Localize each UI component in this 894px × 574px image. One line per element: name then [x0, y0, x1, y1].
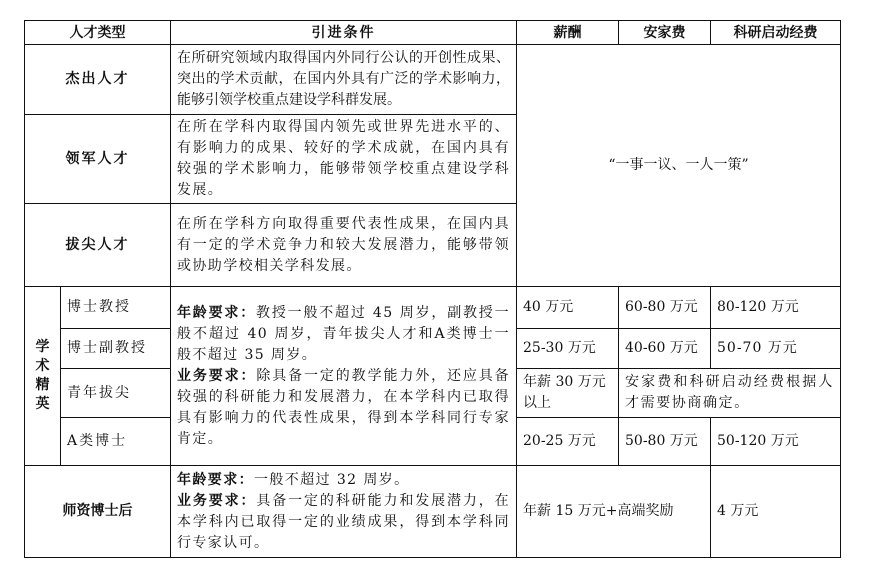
academic-elite-conditions [171, 287, 517, 466]
elite-negotiated-note: 安家费和科研启动经费根据人才需要协商确定。 [619, 369, 841, 418]
header-housing: 安家费 [619, 21, 711, 45]
postdoc-work-label: 业务要求： [177, 492, 257, 509]
postdoc-conditions [171, 466, 517, 558]
postdoc-row [25, 466, 841, 558]
elite-name-professor: 博士教授 [61, 287, 171, 329]
elite-salary-class-a-phd: 20-25 万元 [517, 418, 619, 466]
elite-name-young-talent: 青年拔尖 [61, 369, 171, 418]
tier-conditions-leading: 在所在学科内取得国内领先或世界先进水平的、有影响力的成果、较好的学术成就，在国内具有较强的学术影响力，能够带领学校重点建设学科发展。 [171, 115, 517, 204]
tier-conditions-outstanding: 在所研究领域内取得国内外同行公认的开创性成果、突出的学术贡献，在国内外具有广泛的学术影响力，能够引领学校重点建设学科群发展。 [171, 45, 517, 115]
elite-salary-associate-professor: 25-30 万元 [517, 329, 619, 369]
tier-row-outstanding [25, 45, 841, 115]
academic-elite-label-char: 英 [35, 396, 50, 412]
top-tiers-policy: “一事一议、一人一策” [517, 45, 841, 287]
header-salary: 薪酬 [517, 21, 619, 45]
talent-recruitment-table [24, 20, 841, 558]
academic-elite-label-char: 精 [35, 377, 50, 393]
elite-fund-associate-professor: 50-70 万元 [711, 329, 841, 369]
academic-elite-label-char: 术 [35, 358, 50, 374]
tier-name-leading: 领军人才 [25, 115, 171, 204]
header-research-fund: 科研启动经费 [711, 21, 841, 45]
header-row [25, 21, 841, 45]
elite-work-text: 除具备一定的教学能力外，还应具备较强的科研能力和发展潜力，在本学科内已取得具有影响力的代表性成果，得到本学科同行专家肯定。 [177, 367, 511, 447]
academic-elite-label-char: 学 [35, 339, 50, 355]
elite-row-professor [25, 287, 841, 329]
elite-salary-young-talent: 年薪 30 万元以上 [517, 369, 619, 418]
talent-policy-sheet [24, 20, 841, 558]
academic-elite-group-label [25, 287, 61, 466]
elite-name-class-a-phd: A类博士 [61, 418, 171, 466]
elite-work-label: 业务要求： [177, 367, 257, 384]
elite-fund-class-a-phd: 50-120 万元 [711, 418, 841, 466]
academic-elite-label-text [27, 338, 58, 414]
elite-fund-professor: 80-120 万元 [711, 287, 841, 329]
elite-name-associate-professor: 博士副教授 [61, 329, 171, 369]
elite-housing-class-a-phd: 50-80 万元 [619, 418, 711, 466]
postdoc-age-label: 年龄要求： [177, 471, 254, 488]
header-conditions: 引进条件 [171, 21, 517, 45]
elite-age-text: 教授一般不超过 45 周岁，副教授一般不超过 40 周岁，青年拔尖人才和A类博士一般不超过 35 周岁。 [177, 304, 511, 363]
tier-name-top-notch: 拔尖人才 [25, 204, 171, 287]
elite-housing-associate-professor: 40-60 万元 [619, 329, 711, 369]
header-category: 人才类型 [25, 21, 171, 45]
tier-conditions-top-notch: 在所在学科方向取得重要代表性成果，在国内具有一定的学术竞争力和较大发展潜力，能够带领或协助学校相关学科发展。 [171, 204, 517, 287]
postdoc-name: 师资博士后 [25, 466, 171, 558]
postdoc-work-text: 具备一定的科研能力和发展潜力，在本学科内已取得一定的业绩成果，得到本学科同行专家认可。 [177, 492, 511, 551]
postdoc-fund: 4 万元 [711, 466, 841, 558]
elite-age-label: 年龄要求： [177, 304, 257, 321]
postdoc-salary: 年薪 15 万元+高端奖励 [517, 466, 711, 558]
tier-name-outstanding: 杰出人才 [25, 45, 171, 115]
postdoc-age-text: 一般不超过 32 周岁。 [254, 471, 410, 488]
elite-salary-professor: 40 万元 [517, 287, 619, 329]
elite-housing-professor: 60-80 万元 [619, 287, 711, 329]
